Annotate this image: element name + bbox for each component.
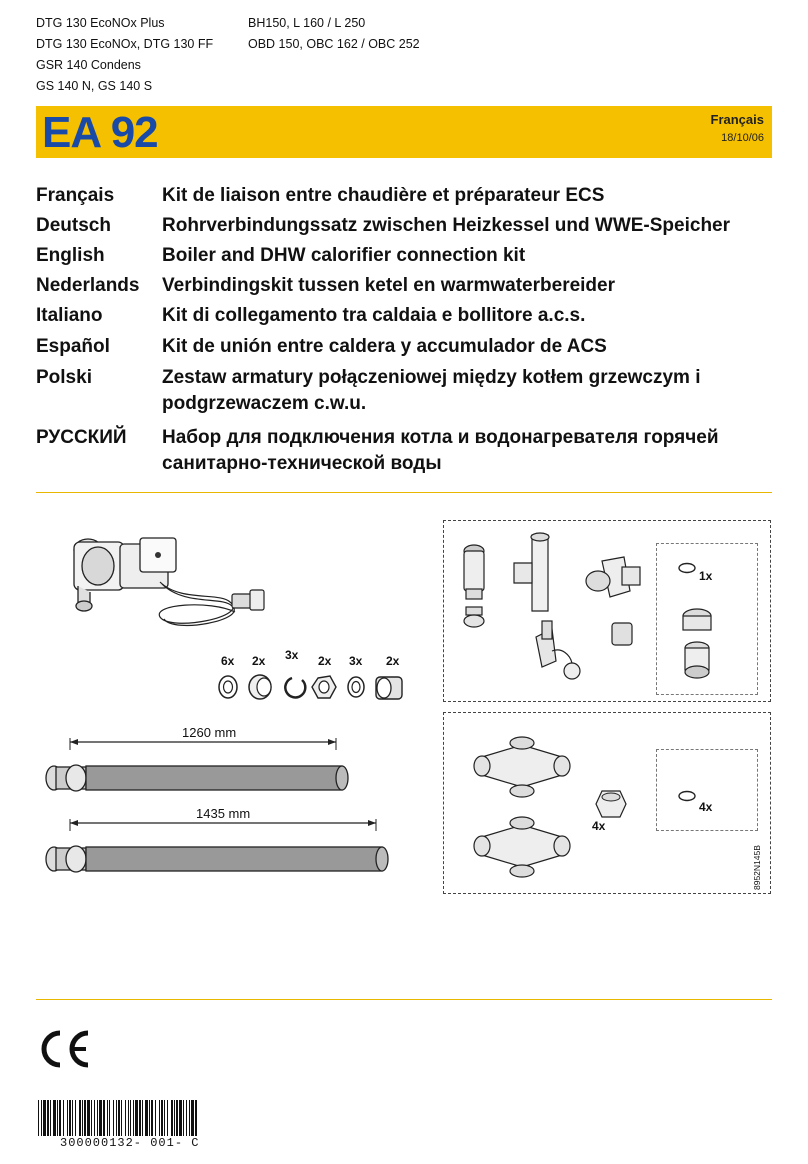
model-line: GSR 140 Condens [36, 58, 141, 72]
accessory-box-1 [443, 520, 771, 702]
language-label: English [36, 245, 105, 266]
small-parts-illustration [214, 670, 414, 704]
title-banner [36, 106, 772, 158]
cross-fittings-illustration [462, 727, 582, 887]
bag-qty-label: 4x [699, 800, 713, 814]
language-label: Français [36, 185, 115, 206]
bag-qty-label: 1x [699, 569, 713, 583]
parts-bag-2 [656, 749, 758, 831]
model-line: BH150, L 160 / L 250 [248, 16, 366, 30]
drawing-code: 8952N145B [752, 845, 762, 890]
title-text: Boiler and DHW calorifier connection kit [162, 245, 526, 266]
title-text-block [162, 425, 762, 477]
title-row-ru [36, 425, 776, 477]
pipe-length-label: 1435 mm [196, 806, 251, 821]
model-line: DTG 130 EcoNOx, DTG 130 FF [36, 37, 214, 51]
title-text-line2: podgrzewaczem c.w.u. [162, 393, 367, 414]
ce-mark-icon [36, 1027, 92, 1071]
title-text: Kit de liaison entre chaudière et préparateur ECS [162, 185, 605, 206]
banner-language: Français [710, 112, 764, 127]
model-line: GS 140 N, GS 140 S [36, 79, 153, 93]
document-code: EA 92 [42, 108, 158, 157]
accessory-box-2 [443, 712, 771, 894]
model-line: DTG 130 EcoNOx Plus [36, 16, 165, 30]
title-text: Rohrverbindungssatz zwischen Heizkessel und WWE-Speicher [162, 215, 731, 236]
language-label: Italiano [36, 305, 103, 326]
cap-qty-label: 4x [592, 819, 606, 833]
o-ring-icon [677, 790, 697, 802]
title-text-line2: санитарно-технической воды [162, 453, 442, 474]
divider-bottom [36, 999, 772, 1000]
o-ring-icon [677, 562, 697, 574]
model-list-right [248, 13, 420, 55]
qty-label: 3x [349, 654, 363, 668]
model-list-left [36, 13, 213, 97]
language-label: Deutsch [36, 215, 111, 236]
qty-label: 2x [318, 654, 332, 668]
title-text: Zestaw armatury połączeniowej między kotłem grzewczym i [162, 367, 701, 388]
title-text-block [162, 365, 762, 417]
barcode [38, 1100, 198, 1136]
title-text: Kit di collegamento tra caldaia e bollitore a.c.s. [162, 305, 586, 326]
language-label: Polski [36, 367, 92, 388]
pipe-length-label: 1260 mm [182, 725, 237, 740]
flexible-pipe-1435 [40, 817, 390, 879]
flexible-pipe-1260 [40, 736, 360, 798]
barcode-number: 300000132- 001- C [60, 1136, 200, 1150]
title-text: Набор для подключения котла и водонагревателя горячей [162, 427, 719, 448]
fittings-illustration [452, 531, 652, 691]
model-line: OBD 150, OBC 162 / OBC 252 [248, 37, 420, 51]
language-label: Nederlands [36, 275, 140, 296]
union-nut-illustration [677, 606, 717, 686]
language-label: Español [36, 336, 110, 357]
banner-date: 18/10/06 [721, 132, 764, 144]
qty-label: 3x [285, 648, 299, 662]
language-label: РУССКИЙ [36, 427, 127, 448]
cap-nut-illustration [594, 787, 628, 821]
qty-label: 6x [221, 654, 235, 668]
title-text: Kit de unión entre caldera y accumulador de ACS [162, 336, 607, 357]
qty-label: 2x [252, 654, 266, 668]
title-text: Verbindingskit tussen ketel en warmwaterbereider [162, 275, 615, 296]
parts-bag-1 [656, 543, 758, 695]
title-row-pl [36, 365, 776, 417]
pump-illustration [60, 522, 270, 640]
divider-top [36, 492, 772, 493]
qty-label: 2x [386, 654, 400, 668]
